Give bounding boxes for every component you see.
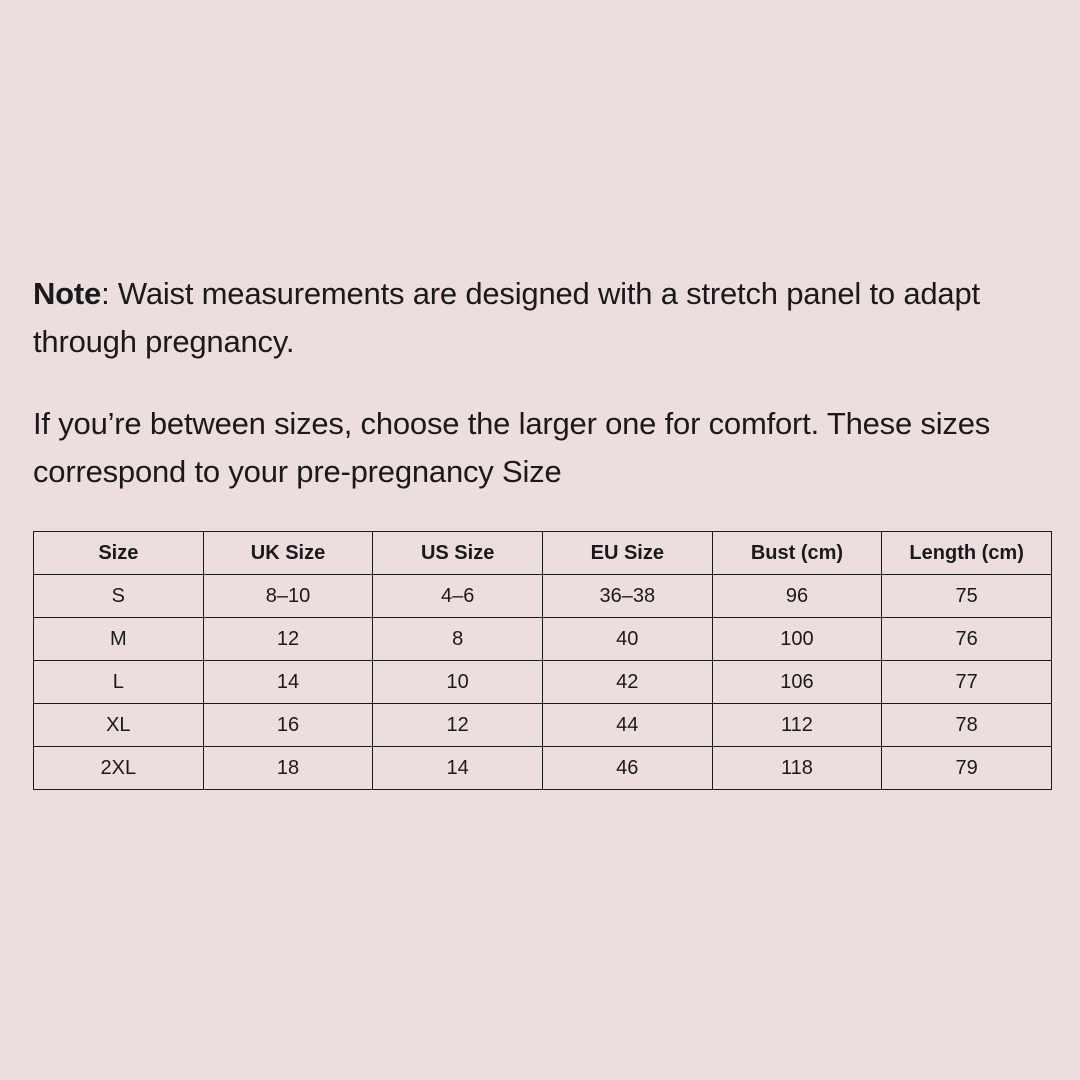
cell-uk-size: 14: [203, 661, 373, 704]
sizing-advice: If you’re between sizes, choose the larger one for comfort. These sizes correspond to your pre-pregnancy Size: [33, 406, 991, 489]
note-text: : Waist measurements are designed with a stretch panel to adapt through pregnancy.: [33, 276, 980, 359]
header-length: Length (cm): [882, 532, 1052, 575]
cell-bust: 96: [712, 575, 882, 618]
cell-uk-size: 16: [203, 704, 373, 747]
table-header-row: [34, 532, 1052, 575]
cell-uk-size: 18: [203, 747, 373, 790]
cell-uk-size: 12: [203, 618, 373, 661]
cell-bust: 118: [712, 747, 882, 790]
cell-size: M: [34, 618, 204, 661]
header-uk-size: UK Size: [203, 532, 373, 575]
cell-length: 76: [882, 618, 1052, 661]
size-chart-table: [33, 531, 1052, 790]
cell-size: 2XL: [34, 747, 204, 790]
header-us-size: US Size: [373, 532, 543, 575]
cell-eu-size: 40: [542, 618, 712, 661]
cell-us-size: 8: [373, 618, 543, 661]
cell-size: S: [34, 575, 204, 618]
cell-size: L: [34, 661, 204, 704]
cell-us-size: 12: [373, 704, 543, 747]
note-paragraph: [33, 270, 1043, 366]
cell-bust: 112: [712, 704, 882, 747]
cell-bust: 106: [712, 661, 882, 704]
header-bust: Bust (cm): [712, 532, 882, 575]
table-row: [34, 661, 1052, 704]
cell-length: 79: [882, 747, 1052, 790]
cell-eu-size: 44: [542, 704, 712, 747]
cell-us-size: 10: [373, 661, 543, 704]
cell-length: 77: [882, 661, 1052, 704]
cell-size: XL: [34, 704, 204, 747]
table-row: [34, 747, 1052, 790]
header-size: Size: [34, 532, 204, 575]
cell-length: 75: [882, 575, 1052, 618]
table-row: [34, 575, 1052, 618]
header-eu-size: EU Size: [542, 532, 712, 575]
cell-us-size: 4–6: [373, 575, 543, 618]
cell-uk-size: 8–10: [203, 575, 373, 618]
cell-eu-size: 36–38: [542, 575, 712, 618]
cell-bust: 100: [712, 618, 882, 661]
note-label: Note: [33, 276, 102, 311]
cell-us-size: 14: [373, 747, 543, 790]
table-row: [34, 704, 1052, 747]
cell-eu-size: 46: [542, 747, 712, 790]
cell-eu-size: 42: [542, 661, 712, 704]
cell-length: 78: [882, 704, 1052, 747]
table-row: [34, 618, 1052, 661]
